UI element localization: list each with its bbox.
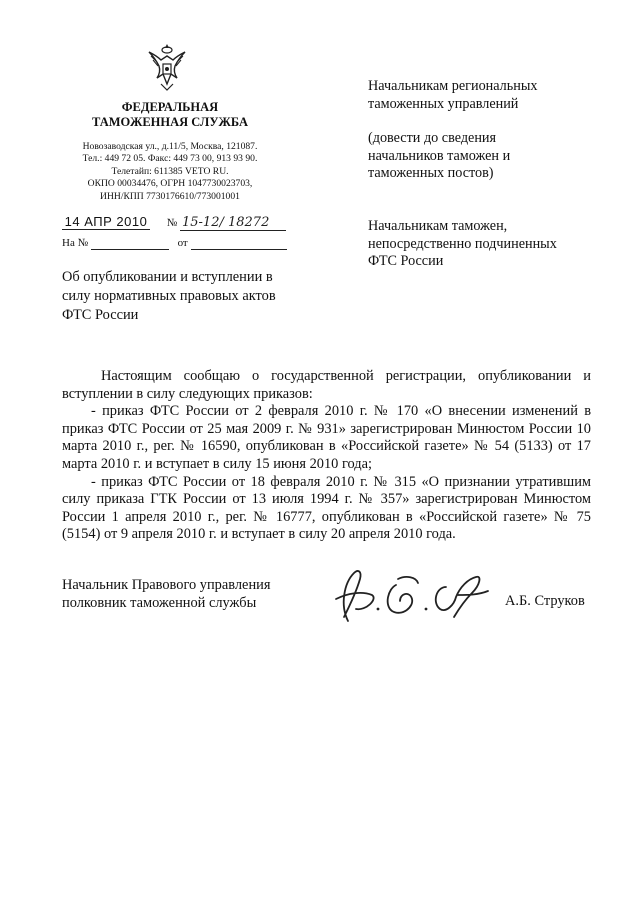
recipient-line: Начальникам таможен, <box>368 218 508 234</box>
address-line: Телетайп: 611385 VETO RU. <box>111 165 229 177</box>
recipient-line: таможенных управлений <box>368 95 519 112</box>
document-number: 15-12/ 18272 <box>180 215 286 231</box>
org-name-line1: ФЕДЕРАЛЬНАЯ <box>121 100 219 114</box>
subject <box>62 268 292 325</box>
order-item-2: - приказ ФТС России от 18 февраля 2010 г. № 315 «О признании утратившим силу приказа ГТК России от 13 июля 1994 г. № 357» зарегистрирован Минюстом России 1 апреля 2010 г., рег. № 16777, опубликован в «Российской газете» № 75 (5154) от 9 апреля 2010 г. и вступает в силу 20 апреля 2010 года. <box>62 473 591 543</box>
signatory-title-line: полковник таможенной службы <box>62 594 257 611</box>
address-line: ИНН/КПП 7730176610/773001001 <box>100 190 240 202</box>
subject-line: ФТС России <box>62 307 139 323</box>
signatory-name: А.Б. Струков <box>505 593 585 609</box>
signatory-title-line: Начальник Правового управления <box>62 577 271 593</box>
ref-number-blank <box>91 237 169 250</box>
signatory-title <box>62 577 270 612</box>
number-label: № <box>166 217 178 229</box>
recipient-customs <box>368 218 608 271</box>
address-line: Новозаводская ул., д.11/5, Москва, 121087. <box>82 141 258 152</box>
org-address <box>62 141 278 203</box>
registration-line <box>62 214 286 231</box>
recipient-regional <box>368 78 608 113</box>
reference-line <box>62 237 287 250</box>
ref-date-blank <box>191 237 287 250</box>
recipient-note <box>368 130 608 183</box>
recipient-line: таможенных постов) <box>368 165 494 181</box>
recipient-line: (довести до сведения <box>368 130 497 146</box>
date-stamp: 14 АПР 2010 <box>62 214 150 230</box>
handwritten-signature-icon <box>318 565 498 627</box>
subject-line: Об опубликовании и вступлении в <box>62 269 273 285</box>
recipient-line: начальников таможен и <box>368 147 511 164</box>
intro-paragraph: Настоящим сообщаю о государственной регистрации, опубликовании и вступлении в силу следующих приказов: <box>62 368 591 402</box>
order-item-1: - приказ ФТС России от 2 февраля 2010 г. № 170 «О внесении изменений в приказ ФТС России от 25 мая 2009 г. № 931» зарегистрирован Минюстом России 10 марта 2010 г., рег. № 16590, опубликован в «Российской газете» № 54 (5133) от 17 марта 2010 г. и вступает в силу 15 июня 2010 года; <box>62 403 591 472</box>
ref-label: На № <box>62 237 89 249</box>
from-label: от <box>177 237 188 249</box>
address-line: Тел.: 449 72 05. Факс: 449 73 00, 913 93 90. <box>82 153 258 165</box>
subject-line: силу нормативных правовых актов <box>62 288 276 304</box>
recipient-line: ФТС России <box>368 253 444 269</box>
recipient-line: непосредственно подчиненных <box>368 235 557 252</box>
letter-body <box>62 368 591 544</box>
coat-of-arms-icon <box>145 40 189 92</box>
recipient-line: Начальникам региональных <box>368 78 538 94</box>
address-line: ОКПО 00034476, ОГРН 1047730023703, <box>87 178 253 190</box>
org-name-line2: ТАМОЖЕННАЯ СЛУЖБА <box>92 115 248 129</box>
